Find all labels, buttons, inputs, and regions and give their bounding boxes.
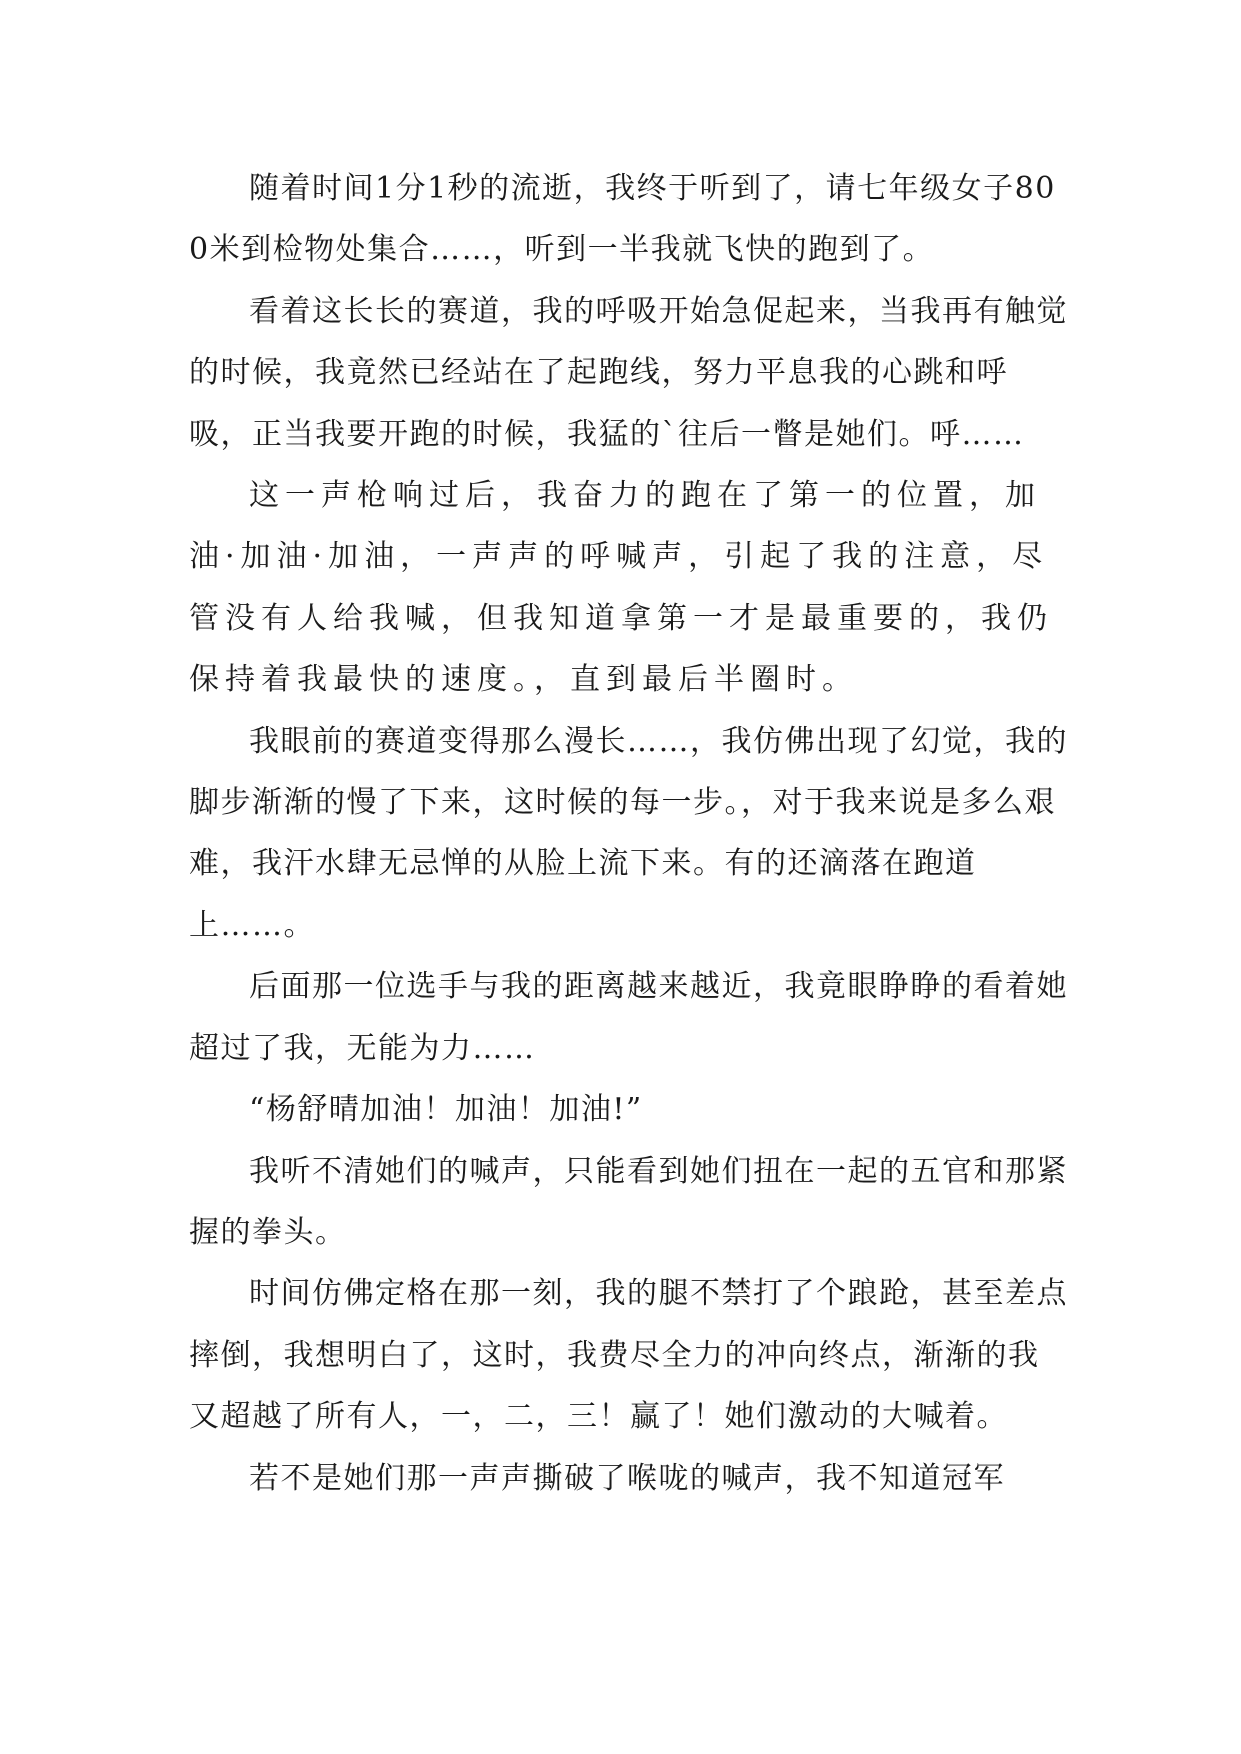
paragraph-1: 随着时间1分1秒的流逝，我终于听到了，请七年级女子800米到检物处集合……，听到一半我就飞快的跑到了。 bbox=[189, 171, 1056, 268]
paragraph-5: 后面那一位选手与我的距离越来越近，我竟眼睁睁的看着她超过了我，无能为力…… bbox=[189, 969, 1068, 1066]
paragraph-4: 我眼前的赛道变得那么漫长……，我仿佛出现了幻觉，我的脚步渐渐的慢了下来，这时候的每一步。，对于我来说是多么艰难，我汗水肆无忌惮的从脸上流下来。有的还滴落在跑道上……。 bbox=[189, 723, 1068, 943]
paragraph-6: “杨舒晴加油！加油！加油!” bbox=[249, 1092, 643, 1128]
paragraph-9: 若不是她们那一声声撕破了喉咙的喊声，我不知道冠军 bbox=[249, 1460, 1005, 1496]
essay-body bbox=[189, 158, 1069, 1509]
paragraph-7: 我听不清她们的喊声，只能看到她们扭在一起的五官和那紧握的拳头。 bbox=[189, 1153, 1068, 1250]
paragraph-2: 看着这长长的赛道，我的呼吸开始急促起来，当我再有触觉的时候，我竟然已经站在了起跑线，努力平息我的心跳和呼吸，正当我要开跑的时候，我猛的`往后一瞥是她们。呼…… bbox=[189, 293, 1068, 452]
paragraph-3: 这一声枪响过后，我奋力的跑在了第一的位置，加油·加油·加油，一声声的呼喊声，引起了我的注意，尽管没有人给我喊，但我知道拿第一才是最重要的，我仍保持着我最快的速度。，直到最后半圈时。 bbox=[189, 478, 1053, 698]
paragraph-8: 时间仿佛定格在那一刻，我的腿不禁打了个踉跄，甚至差点摔倒，我想明白了，这时，我费尽全力的冲向终点，渐渐的我又超越了所有人，一，二，三！赢了！她们激动的大喊着。 bbox=[189, 1276, 1068, 1435]
